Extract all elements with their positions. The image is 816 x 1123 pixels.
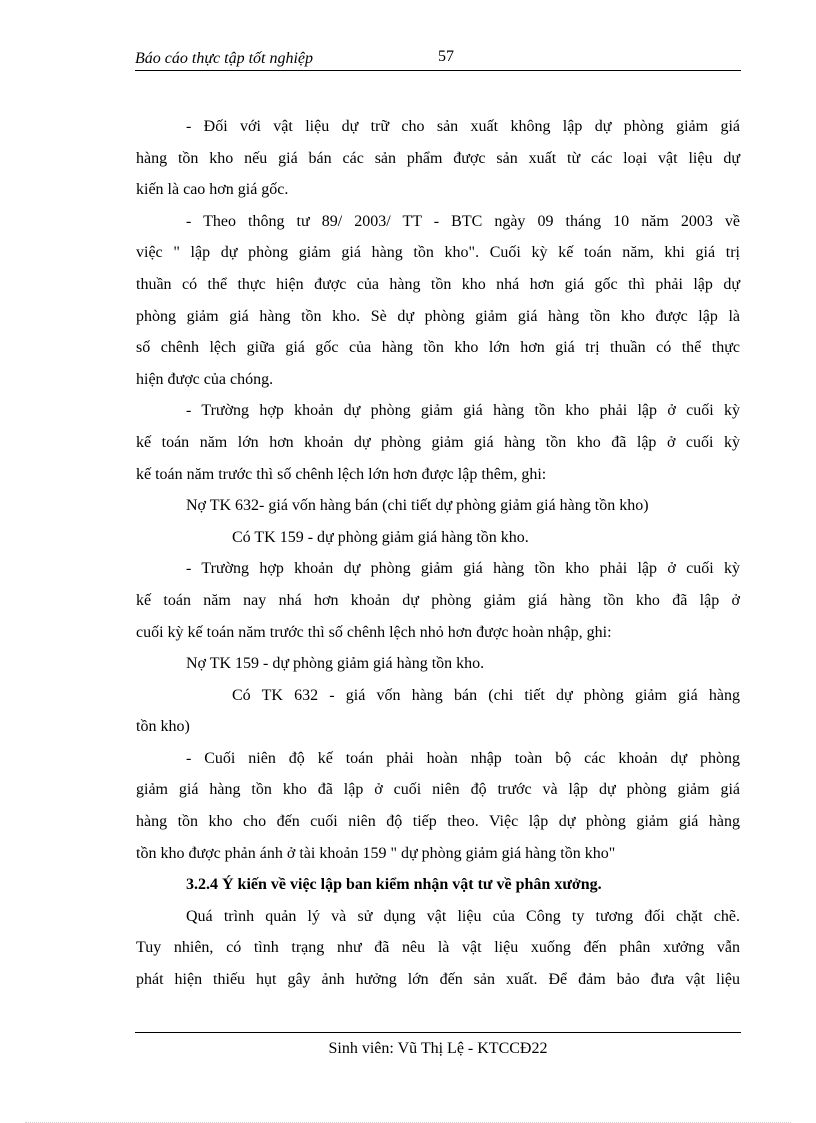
text-line: Tuy nhiên, có tình trạng như đã nêu là vật liệu xuống đến phân xưởng vẫn: [136, 939, 740, 957]
text-line: tồn kho): [136, 718, 190, 736]
text-line: việc " lập dự phòng giảm giá hàng tồn kho". Cuối kỳ kế toán năm, khi giá trị: [136, 244, 740, 262]
text-line: kế toán năm trước thì số chênh lệch lớn hơn được lập thêm, ghi:: [136, 465, 547, 483]
journal-entry-debit: Nợ TK 632- giá vốn hàng bán (chi tiết dự phòng giảm giá hàng tồn kho): [186, 497, 649, 515]
text-line: kiến là cao hơn giá gốc.: [136, 181, 289, 199]
text-line: tồn kho được phản ánh ở tài khoản 159 " dự phòng giảm giá hàng tồn kho": [136, 844, 616, 862]
text-line: - Đối với vật liệu dự trữ cho sản xuất không lập dự phòng giảm giá: [186, 118, 740, 135]
header-title: Báo cáo thực tập tốt nghiệp: [135, 50, 314, 67]
page-header: [135, 48, 741, 71]
text-line: kế toán năm lớn hơn khoản dự phòng giảm giá hàng tồn kho đã lập ở cuối kỳ: [136, 433, 740, 451]
document-body: [136, 111, 740, 996]
text-line: cuối kỳ kế toán năm trước thì số chênh lệch nhỏ hơn được hoàn nhập, ghi:: [136, 623, 612, 641]
text-line: hàng tồn kho nếu giá bán các sản phẩm được sản xuất từ các loại vật liệu dự: [136, 149, 740, 167]
text-line: hàng tồn kho cho đến cuối niên độ tiếp theo. Việc lập dự phòng giảm giá hàng: [136, 813, 740, 831]
text-line: - Cuối niên độ kế toán phải hoàn nhập toàn bộ các khoản dự phòng: [186, 749, 740, 767]
text-line: - Theo thông tư 89/ 2003/ TT - BTC ngày 09 tháng 10 năm 2003 về: [186, 212, 740, 230]
text-line: số chênh lệch giữa giá gốc của hàng tồn kho lớn hơn giá trị thuần có thể thực: [136, 339, 740, 357]
text-line: - Trường hợp khoản dự phòng giảm giá hàng tồn kho phải lập ở cuối kỳ: [186, 560, 740, 578]
text-line: hiện được của chóng.: [136, 370, 274, 388]
text-line: giảm giá hàng tồn kho đã lập ở cuối niên độ trước và lập dự phòng giảm giá: [136, 781, 740, 799]
page-number: 57: [438, 48, 454, 65]
footer-divider: [135, 1032, 741, 1033]
footer-author: Sinh viên: Vũ Thị Lệ - KTCCĐ22: [328, 1040, 548, 1057]
text-line: Quá trình quản lý và sử dụng vật liệu của Công ty tương đối chặt chẽ.: [186, 907, 740, 925]
journal-entry-credit: Có TK 159 - dự phòng giảm giá hàng tồn kho.: [232, 528, 529, 546]
text-line: - Trường hợp khoản dự phòng giảm giá hàng tồn kho phải lập ở cuối kỳ: [186, 402, 740, 420]
journal-entry-debit: Nợ TK 159 - dự phòng giảm giá hàng tồn kho.: [186, 655, 485, 673]
text-line: phòng giảm giá hàng tồn kho. Sè dự phòng giảm giá hàng tồn kho được lập là: [136, 307, 740, 325]
section-heading: 3.2.4 Ý kiến về việc lập ban kiểm nhận vật tư về phân xưởng.: [186, 876, 602, 894]
journal-entry-credit: Có TK 632 - giá vốn hàng bán (chi tiết dự phòng giảm giá hàng: [232, 686, 740, 704]
text-line: phát hiện thiếu hụt gây ảnh hưởng lớn đến sản xuất. Để đảm bảo đưa vật liệu: [136, 971, 740, 989]
text-line: thuần có thể thực hiện được của hàng tồn kho nhá hơn giá gốc thì phải lập dự: [136, 275, 740, 293]
text-line: kế toán năm nay nhá hơn khoản dự phòng giảm giá hàng tồn kho đã lập ở: [136, 591, 740, 609]
